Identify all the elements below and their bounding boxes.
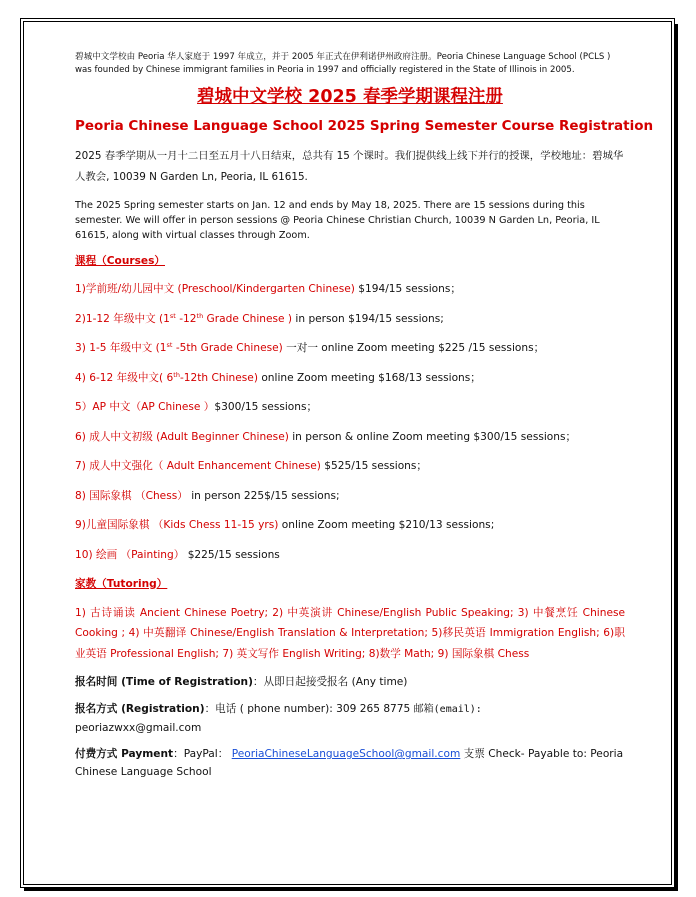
course-name-part: 4) 6-12 年级中文( 6 xyxy=(75,371,174,384)
course-name: 5）AP 中文（AP Chinese ） xyxy=(75,401,215,413)
tutoring-list: 1) 古诗诵读 Ancient Chinese Poetry; 2) 中英演讲 Chinese/English Public Speaking; 3) 中餐烹饪 Chinese Cooking ; 4) 中英翻译 Chinese/English Translation & Interpretation; 5)移民英语 Immigration English; 6)职业英语 Professional English; 7) 英文写作 English Writing; 8)数学 Math; 9) 国际象棋 Chess xyxy=(75,606,625,660)
course-name: 6) 成人中文初级 (Adult Beginner Chinese) xyxy=(75,430,289,443)
registration-time-label: 报名时间 (Time of Registration) xyxy=(75,676,253,688)
course-item xyxy=(75,430,625,445)
intro-text: 碧城中文学校由 Peoria 华人家庭于 1997 年成立，并于 2005 年正式在伊利诺伊州政府注册。Peoria Chinese Language School (PCLS ) was founded by Chinese immigrant families in Peoria in 1997 and officially registered in the State of Illinois in 2005. xyxy=(75,52,611,75)
course-detail: in person $194/15 sessions; xyxy=(292,312,444,325)
course-name: 1)学前班/幼儿园中文 (Preschool/Kindergarten Chinese) xyxy=(75,283,355,295)
payment-paypal: ：PayPal： xyxy=(173,748,229,760)
course-name-part: -12 xyxy=(175,312,197,325)
course-name: 10) 绘画 （Painting） xyxy=(75,548,185,561)
course-detail: $225/15 sessions xyxy=(184,548,280,561)
course-name-sup: th xyxy=(173,370,180,379)
course-item xyxy=(75,341,625,356)
course-detail: online Zoom meeting $210/13 sessions; xyxy=(278,519,495,531)
registration-time-value: ：从即日起接受报名 (Any time) xyxy=(252,676,408,688)
registration-time xyxy=(75,673,625,691)
course-name-part: -12th Chinese) xyxy=(179,371,258,384)
course-detail: $194/15 sessions； xyxy=(354,283,461,295)
registration-method-label: 报名方式 (Registration) xyxy=(75,703,205,715)
page-border-shadow-right xyxy=(675,24,678,890)
tutoring-heading: 家教（Tutoring） xyxy=(75,577,168,590)
course-name-part: 2)1-12 年级中文 (1 xyxy=(75,312,170,325)
course-item xyxy=(75,312,625,327)
course-item xyxy=(75,518,625,533)
course-name-part: Grade Chinese ) xyxy=(203,312,293,325)
course-name-sup: st xyxy=(166,341,173,349)
payment-info xyxy=(75,745,625,781)
registration-email-label: 邮箱(email): xyxy=(413,704,482,715)
course-list xyxy=(75,282,625,563)
course-item xyxy=(75,548,625,563)
course-item xyxy=(75,371,625,386)
registration-email: peoriazwxx@gmail.com xyxy=(75,722,202,734)
course-item xyxy=(75,400,625,415)
course-name: 8) 国际象棋 （Chess） xyxy=(75,489,188,502)
title-english: Peoria Chinese Language School 2025 Spring Semester Course Registration xyxy=(75,118,654,134)
courses-heading: 课程（Courses） xyxy=(75,255,165,267)
course-name-sup: st xyxy=(169,311,176,320)
course-name: 7) 成人中文强化（ Adult Enhancement Chinese) xyxy=(75,460,321,472)
course-name: 9)儿童国际象棋 （Kids Chess 11-15 yrs) xyxy=(75,519,279,531)
payment-label: 付费方式 Payment xyxy=(75,748,174,760)
semester-info-english: The 2025 Spring semester starts on Jan. 12 and ends by May 18, 2025. There are 15 sessions during this semester. We will offer in person sessions @ Peoria Chinese Christian Church, 10039 N Garden Ln, Peoria, IL 61615, along with virtual classes through Zoom. xyxy=(75,200,600,241)
course-item xyxy=(75,459,625,474)
course-detail: in person & online Zoom meeting $300/15 sessions； xyxy=(288,430,577,443)
course-detail: in person 225$/15 sessions; xyxy=(187,489,340,502)
course-detail: online Zoom meeting $168/13 sessions； xyxy=(257,371,481,384)
registration-method xyxy=(75,700,625,737)
course-detail: $300/15 sessions； xyxy=(214,401,318,413)
page-border-shadow-bottom xyxy=(24,888,678,891)
paypal-email-link[interactable]: PeoriaChineseLanguageSchool@gmail.com xyxy=(231,748,461,760)
course-detail: 一对一 online Zoom meeting $225 /15 sessions； xyxy=(282,342,545,354)
title-chinese: 碧城中文学校 2025 春季学期课程注册 xyxy=(197,87,503,107)
course-name-part: -5th Grade Chinese) xyxy=(172,342,283,354)
document-body xyxy=(75,51,654,781)
course-name xyxy=(75,313,292,325)
semester-info-chinese: 2025 春季学期从一月十二日至五月十八日结束，总共有 15 个课时。我们提供线上线下并行的授课，学校地址：碧城华人教会, 10039 N Garden Ln, Peoria, IL 61615. xyxy=(75,150,624,183)
course-detail: $525/15 sessions； xyxy=(320,460,428,472)
course-name-sup: th xyxy=(196,311,204,320)
course-name xyxy=(75,342,283,354)
course-name-part: 3) 1-5 年级中文 (1 xyxy=(75,342,167,354)
course-item xyxy=(75,489,625,504)
course-item xyxy=(75,282,625,297)
payment-check: 支票 Check- Payable to: Peoria Chinese Language School xyxy=(75,748,624,778)
registration-phone: ：电话 ( phone number): 309 265 8775 xyxy=(204,703,414,715)
course-name xyxy=(75,372,258,384)
